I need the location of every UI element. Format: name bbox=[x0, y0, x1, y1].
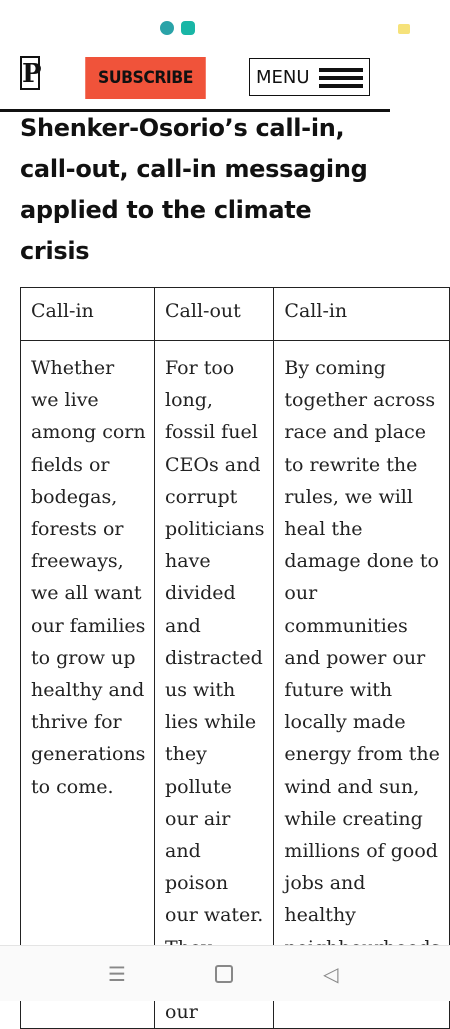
system-nav-bar bbox=[0, 945, 450, 1001]
menu-label: MENU bbox=[256, 66, 310, 88]
site-logo[interactable]: P bbox=[20, 56, 40, 90]
column-header-call-in-2: Call-in bbox=[274, 288, 450, 341]
chat-notification-icon bbox=[181, 21, 195, 35]
table-cell-call-out: For too long, fossil fuel CEOs and corrupt politicians have divided and distracted us with lies while they pollute our air and poison our water. our bbox=[155, 341, 274, 1029]
app-notification-icon bbox=[160, 21, 174, 35]
column-header-call-out: Call-out bbox=[155, 288, 274, 341]
home-icon[interactable] bbox=[215, 962, 233, 983]
battery-icon bbox=[398, 24, 410, 34]
table-cell-call-in-1: Whether we live among corn fields or bodegas, forests or freeways, we all want our families to grow up healthy and thrive for generations to come. bbox=[21, 341, 155, 1029]
column-header-call-in-1: Call-in bbox=[21, 288, 155, 341]
table-header-row bbox=[21, 288, 450, 341]
article-heading: Shenker-Osorio’s call-in, call-out, call-in messaging applied to the climate crisis bbox=[20, 114, 368, 265]
back-icon[interactable]: ◁ bbox=[323, 962, 339, 986]
site-header bbox=[0, 52, 450, 112]
hamburger-icon bbox=[319, 68, 363, 88]
table-row bbox=[21, 341, 450, 1029]
status-bar bbox=[0, 0, 450, 50]
table-cell-call-in-2: By coming together across race and place to rewrite the rules, we will heal the damage done to our communities and power our future with locally made energy from the wind and sun, while creating millions of good jobs and healthy bbox=[274, 341, 450, 1029]
messaging-table bbox=[20, 287, 450, 1024]
menu-button[interactable] bbox=[249, 58, 370, 96]
subscribe-button[interactable]: SUBSCRIBE bbox=[85, 57, 206, 99]
recent-apps-icon[interactable]: ☰ bbox=[108, 962, 126, 986]
